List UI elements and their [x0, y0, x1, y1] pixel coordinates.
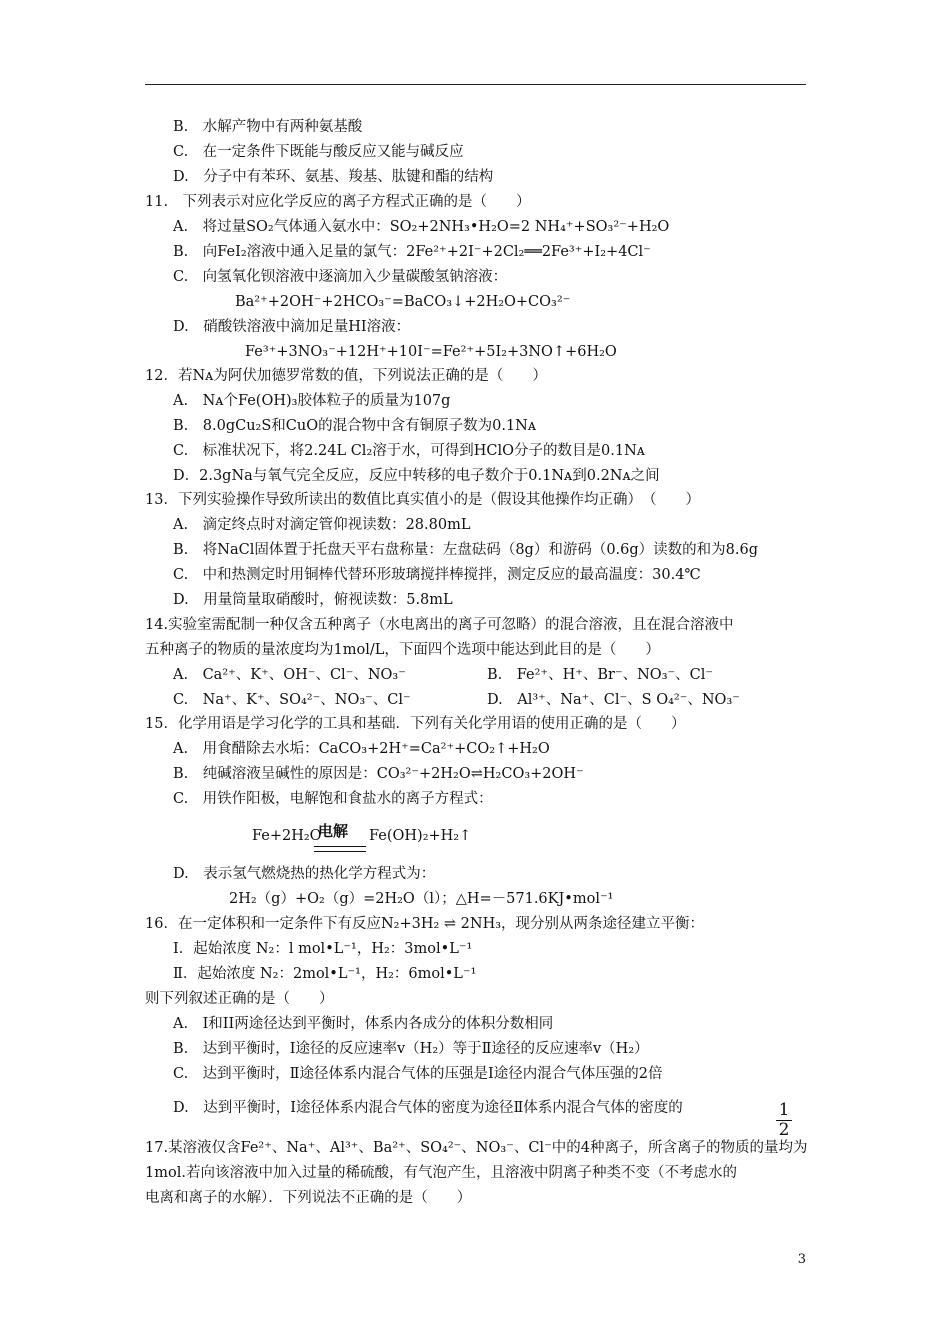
text-line: D．2.3gNa与氧气完全反应，反应中转移的电子数介于0.1Nᴀ到0.2Nᴀ之间 — [173, 468, 660, 484]
text-line: 1mol.若向该溶液中加入过量的稀硫酸，有气泡产生，且溶液中阴离子种类不变（不考虑水的 — [145, 1165, 737, 1181]
text-line: B. 水解产物中有两种氨基酸 — [173, 119, 363, 135]
text-line: D. 达到平衡时，Ⅰ途径体系内混合气体的密度为途径Ⅱ体系内混合气体的密度的 — [173, 1100, 683, 1116]
text-line: C. 向氢氧化钡溶液中逐滴加入少量碳酸氢钠溶液： — [173, 269, 508, 285]
text-line: 11. 下列表示对应化学反应的离子方程式正确的是（ ） — [145, 194, 531, 210]
text-line: C. 达到平衡时，Ⅱ途径体系内混合气体的压强是Ⅰ途径内混合气体压强的2倍 — [173, 1066, 663, 1082]
text-line: Ⅱ．起始浓度 N₂：2mol•L⁻¹，H₂：6mol•L⁻¹ — [173, 966, 477, 982]
fraction-numerator: 1 — [778, 1100, 790, 1120]
text-line: D. Al³⁺、Na⁺、Cl⁻、S O₄²⁻、NO₃⁻ — [487, 692, 740, 708]
text-line: B. 达到平衡时，Ⅰ途径的反应速率v（H₂）等于Ⅱ途径的反应速率v（H₂） — [173, 1041, 649, 1057]
fraction-denominator: 2 — [778, 1120, 790, 1140]
page-number: 3 — [797, 1252, 806, 1267]
reaction-arrow-bars — [314, 846, 366, 852]
text-line: A. 滴定终点时对滴定管仰视读数：28.80mL — [173, 517, 471, 533]
text-line: 2H₂（g）+O₂（g）=2H₂O（l）；△H=－571.6KJ•mol⁻¹ — [229, 891, 614, 907]
text-line: 14.实验室需配制一种仅含五种离子（水电离出的离子可忽略）的混合溶液，且在混合溶液中 — [145, 617, 734, 633]
text-line: Fe(OH)₂+H₂↑ — [369, 828, 472, 844]
text-line: Fe+2H₂O — [252, 828, 322, 844]
text-line: A. Ⅰ和II两途径达到平衡时，体系内各成分的体积分数相同 — [173, 1016, 554, 1032]
text-line: Ⅰ．起始浓度 N₂：l mol•L⁻¹，H₂：3mol•L⁻¹ — [173, 941, 473, 957]
text-line: A. 将过量SO₂气体通入氨水中：SO₂+2NH₃•H₂O=2 NH₄⁺+SO₃²⁻+H₂O — [173, 219, 670, 235]
text-line: 13．下列实验操作导致所读出的数值比真实值小的是（假设其他操作均正确） （ ） — [145, 492, 700, 508]
text-line: 12．若Nᴀ为阿伏加德罗常数的值，下列说法正确的是（ ） — [145, 368, 547, 384]
text-line: C. 中和热测定时用铜棒代替环形玻璃搅拌棒搅拌，测定反应的最高温度：30.4℃ — [173, 567, 701, 583]
text-line: C. 用铁作阳极，电解饱和食盐水的离子方程式： — [173, 791, 493, 807]
text-line: 15．化学用语是学习化学的工具和基础．下列有关化学用语的使用正确的是（ ） — [145, 716, 686, 732]
text-line: 17.某溶液仅含Fe²⁺、Na⁺、Al³⁺、Ba²⁺、SO₄²⁻、NO₃⁻、Cl⁻中的4种离子，所含离子的物质的量均为 — [145, 1140, 808, 1156]
text-line: A. 用食醋除去水垢：CaCO₃+2H⁺=Ca²⁺+CO₂↑+H₂O — [173, 741, 550, 757]
text-line: Fe³⁺+3NO₃⁻+12H⁺+10I⁻=Fe²⁺+5I₂+3NO↑+6H₂O — [245, 344, 617, 360]
text-line: A. Ca²⁺、K⁺、OH⁻、Cl⁻、NO₃⁻ — [173, 667, 406, 683]
text-line: B. 纯碱溶液呈碱性的原因是：CO₃²⁻+2H₂O⇌H₂CO₃+2OH⁻ — [173, 766, 584, 782]
text-line: B. 向FeI₂溶液中通入足量的氯气：2Fe²⁺+2I⁻+2Cl₂══2Fe³⁺+I₂+4Cl⁻ — [173, 244, 651, 260]
electrolysis-label: 电解 — [318, 822, 349, 840]
text-line: Ba²⁺+2OH⁻+2HCO₃⁻=BaCO₃↓+2H₂O+CO₃²⁻ — [235, 294, 571, 310]
text-line: 电离和离子的水解）．下列说法不正确的是（ ） — [145, 1190, 472, 1206]
text-line: 则下列叙述正确的是（ ） — [145, 991, 334, 1007]
text-line: B. 将NaCl固体置于托盘天平右盘称量：左盘砝码（8g）和游码（0.6g）读数的和为8.6g — [173, 542, 759, 558]
text-line: D. 分子中有苯环、氨基、羧基、肽键和酯的结构 — [173, 169, 494, 185]
text-line: D. 表示氢气燃烧热的热化学方程式为： — [173, 866, 436, 882]
text-line: B. Fe²⁺、H⁺、Br⁻、NO₃⁻、Cl⁻ — [487, 667, 714, 683]
text-line: C. 标准状况下，将2.24L Cl₂溶于水，可得到HClO分子的数目是0.1Nᴀ — [173, 443, 645, 459]
header-rule — [145, 84, 806, 85]
text-line: D. 用量筒量取硝酸时，俯视读数：5.8mL — [173, 592, 453, 608]
text-line: D. 硝酸铁溶液中滴加足量HI溶液： — [173, 319, 411, 335]
text-line: C. 在一定条件下既能与酸反应又能与碱反应 — [173, 144, 464, 160]
text-line: 16．在一定体积和一定条件下有反应N₂+3H₂ ⇌ 2NH₃，现分别从两条途径建立平衡： — [145, 916, 705, 932]
text-line: C. Na⁺、K⁺、SO₄²⁻、NO₃⁻、Cl⁻ — [173, 692, 411, 708]
text-line: A. Nᴀ个Fe(OH)₃胶体粒子的质量为107g — [173, 393, 451, 409]
text-line: B. 8.0gCu₂S和CuO的混合物中含有铜原子数为0.1Nᴀ — [173, 418, 537, 434]
fraction-one-half — [776, 1102, 792, 1139]
text-line: 五种离子的物质的量浓度均为1mol/L，下面四个选项中能达到此目的是（ ） — [145, 642, 660, 658]
